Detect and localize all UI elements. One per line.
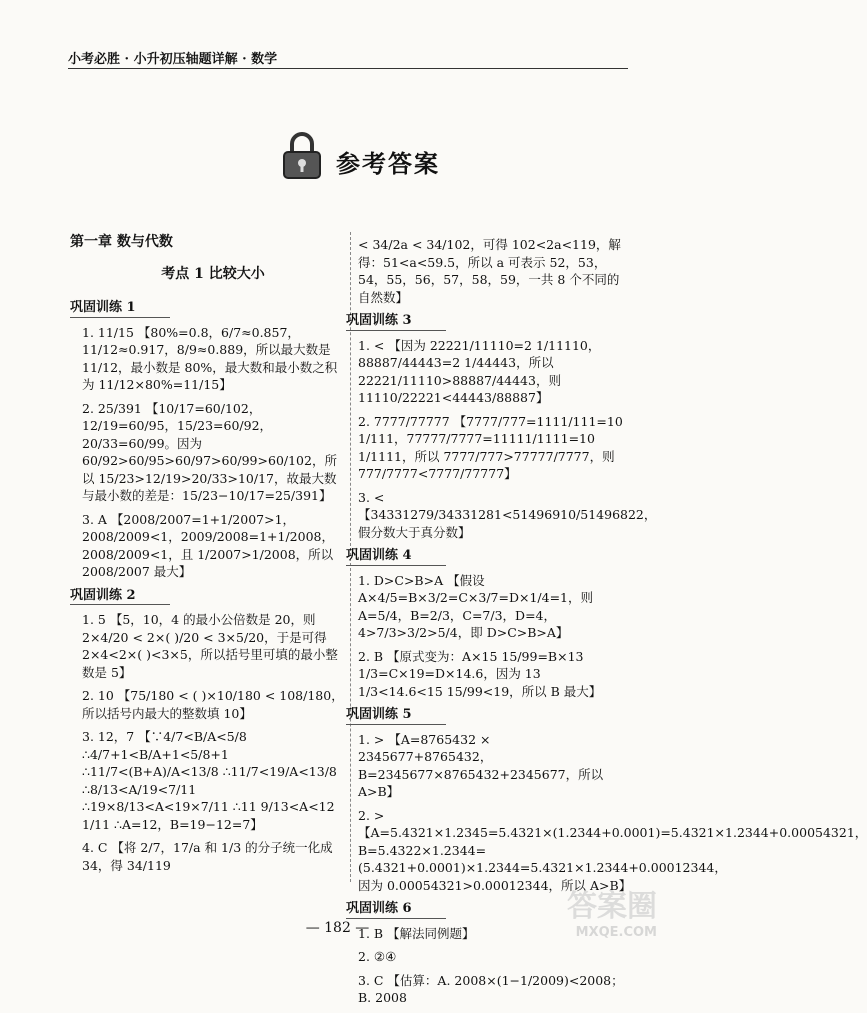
- drill-heading: 巩固训练 5: [346, 706, 446, 725]
- answer-item: 3. C 【估算：A. 2008×(1−1/2009)<2008；B. 2008: [358, 972, 624, 1005]
- answer-item: 3. 12，7 【∵4/7<B/A<5/8 ∴4/7+1<B/A+1<5/8+1 ∴11/7<(B+A)/A<13/8 ∴11/7<19/A<13/8 ∴8/13<A/19<7/11 ∴19×8/13<A<19×7/11 ∴11 9/13<A<12 1/11 ∴A=12，B=19−12=7】: [82, 729, 337, 832]
- answer-item: 1. 11/15 【80%=0.8，6/7≈0.857，11/12≈0.917，8/9≈0.889，所以最大数是 11/12，最小数是 80%，最大数和最小数之积为 11/12×80%=11/15】: [82, 324, 338, 392]
- answer-item: 2. 10 【75/180 < ( )×10/180 < 108/180，所以括号内最大的整数填 10】: [82, 688, 344, 721]
- answer-item: 1. > 【A=8765432 × 2345677+8765432，B=2345677×8765432+2345677，所以 A>B】: [358, 731, 604, 799]
- answer-item: 2. 25/391 【10/17=60/102，12/19=60/95，15/23=60/92，20/33=60/99。因为 60/92>60/95>60/97>60/99>60/102，所以 15/23>12/19>20/33>10/17，故最大数与最小数的差是：15/23−10/17=25/391】: [82, 400, 337, 503]
- answer-item: 1. 5 【5，10，4 的最小公倍数是 20，则 2×4/20 < 2×( )/20 < 3×5/20，于是可得 2×4<2×( )<3×5，所以括号里可填的最小整数是 5】: [82, 612, 338, 680]
- answer-item: 2. B 【原式变为：A×15 15/99=B×13 1/3=C×19=D×14.6，因为 13 1/3<14.6<15 15/99<19，所以 B 最大】: [358, 648, 602, 699]
- drill-heading: 巩固训练 3: [346, 312, 446, 331]
- left-column: [70, 232, 344, 880]
- header-rule: [68, 68, 628, 69]
- page-number: — 182 —: [305, 920, 370, 936]
- padlock-icon: [280, 130, 324, 182]
- page-title: 参考答案: [336, 149, 440, 178]
- answer-item: 4. C 【将 2/7，17/a 和 1/3 的分子统一化成 34，得 34/119: [82, 840, 333, 873]
- answer-item: 3. < 【34331279/34331281<51496910/51496822，假分数大于真分数】: [358, 489, 657, 540]
- answer-item: 1. B 【解法同例题】: [358, 925, 475, 941]
- title-block: [280, 130, 480, 190]
- answer-item: 1. D>C>B>A 【假设 A×4/5=B×3/2=C×3/7=D×1/4=1，则 A=5/4，B=2/3，C=7/3，D=4，4>7/3>3/2>5/4，即 D>C>B>A】: [358, 572, 594, 640]
- drill-heading: 巩固训练 1: [70, 299, 170, 318]
- answer-item: 1. < 【因为 22221/11110=2 1/11110，88887/44443=2 1/44443，所以 22221/11110>88887/44443，则 11110/22221<44443/88887】: [358, 337, 601, 405]
- answer-item: 3. A 【2008/2007=1+1/2007>1，2008/2009<1，2009/2008=1+1/2008，2008/2009<1，且 1/2007>1/2008，所以 2008/2007 最大】: [82, 511, 334, 579]
- answer-continuation: < 34/2a < 34/102，可得 102<2a<119，解得：51<a<59.5，所以 a 可表示 52，53，54，55，56，57，58，59，一共 8 个不同的自然数】: [358, 237, 621, 305]
- answer-item: 2. 7777/77777 【7777/777=1111/111=10 1/111，77777/7777=11111/1111=10 1/1111，所以 7777/777>77777/7777，则 777/7777<7777/77777】: [358, 413, 623, 481]
- watermark: [537, 881, 657, 940]
- running-header: [68, 48, 628, 67]
- drill-heading: 巩固训练 6: [346, 900, 446, 919]
- drill-heading: 巩固训练 2: [70, 587, 170, 606]
- chapter-heading: 第一章 数与代数: [70, 234, 173, 250]
- header-text: 小考必胜 · 小升初压轴题详解 · 数学: [68, 52, 278, 67]
- watermark-logo: 答案圈: [567, 889, 657, 924]
- section-heading: 考点 1 比较大小: [161, 265, 265, 282]
- answer-item: 2. ②④: [358, 949, 397, 964]
- answer-item: 2. > 【A=5.4321×1.2345=5.4321×(1.2344+0.0001)=5.4321×1.2344+0.00054321，B=5.4322×1.2344=(5.4321+0.0001)×1.2344=5.4321×1.2344+0.00012344，因为 0.00054321>0.00012344，所以 A>B】: [358, 807, 867, 893]
- drill-heading: 巩固训练 4: [346, 547, 446, 566]
- watermark-url: MXQE.COM: [575, 925, 657, 940]
